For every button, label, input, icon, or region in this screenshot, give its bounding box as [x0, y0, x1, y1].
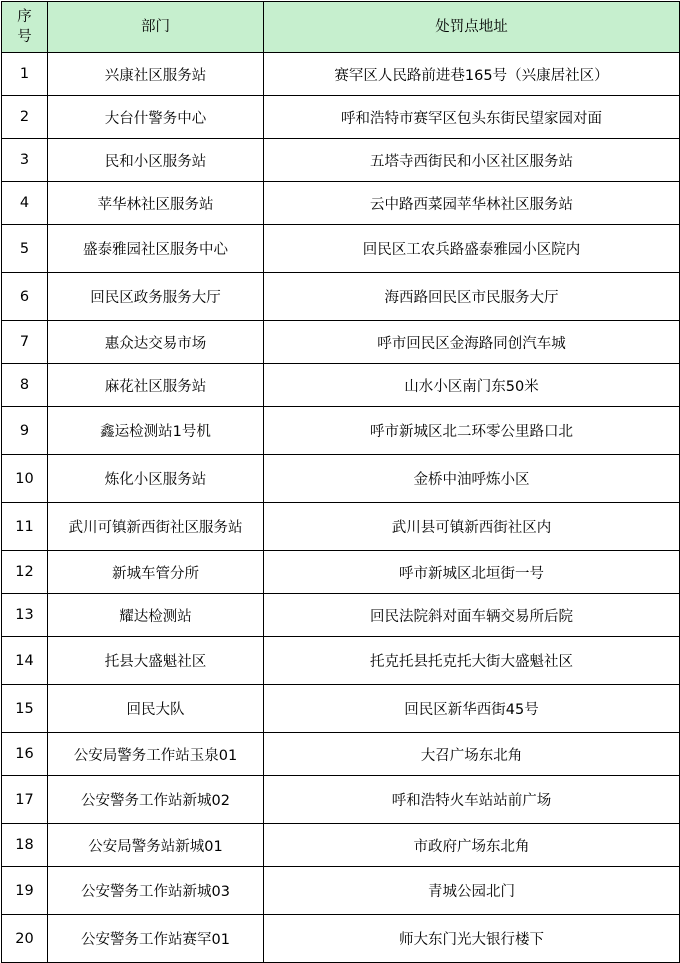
cell-address[interactable]: 海西路回民区市民服务大厅	[264, 273, 680, 321]
table-row	[2, 407, 680, 455]
cell-department[interactable]: 鑫运检测站1号机	[48, 407, 264, 455]
table-row	[2, 733, 680, 776]
cell-department[interactable]: 苹华林社区服务站	[48, 182, 264, 225]
cell-number[interactable]: 6	[2, 273, 48, 321]
cell-address[interactable]: 青城公园北门	[264, 867, 680, 915]
table-row	[2, 96, 680, 139]
cell-address[interactable]: 武川县可镇新西街社区内	[264, 503, 680, 551]
table-row	[2, 551, 680, 594]
cell-number[interactable]: 13	[2, 594, 48, 637]
cell-address[interactable]: 赛罕区人民路前进巷165号（兴康居社区）	[264, 53, 680, 96]
penalty-locations-table	[1, 1, 680, 963]
table-row	[2, 321, 680, 364]
cell-department[interactable]: 公安警务工作站新城02	[48, 776, 264, 824]
table-row	[2, 53, 680, 96]
cell-number[interactable]: 12	[2, 551, 48, 594]
table-row	[2, 685, 680, 733]
cell-department[interactable]: 新城车管分所	[48, 551, 264, 594]
cell-department[interactable]: 耀达检测站	[48, 594, 264, 637]
cell-department[interactable]: 盛泰雅园社区服务中心	[48, 225, 264, 273]
cell-department[interactable]: 大台什警务中心	[48, 96, 264, 139]
cell-department[interactable]: 麻花社区服务站	[48, 364, 264, 407]
cell-address[interactable]: 金桥中油呼炼小区	[264, 455, 680, 503]
cell-address[interactable]: 大召广场东北角	[264, 733, 680, 776]
cell-address[interactable]: 五塔寺西街民和小区社区服务站	[264, 139, 680, 182]
cell-department[interactable]: 回民大队	[48, 685, 264, 733]
cell-number[interactable]: 17	[2, 776, 48, 824]
cell-number[interactable]: 19	[2, 867, 48, 915]
table-row	[2, 915, 680, 963]
cell-address[interactable]: 回民法院斜对面车辆交易所后院	[264, 594, 680, 637]
cell-department[interactable]: 武川可镇新西街社区服务站	[48, 503, 264, 551]
cell-number[interactable]: 15	[2, 685, 48, 733]
table-row	[2, 776, 680, 824]
cell-number[interactable]: 4	[2, 182, 48, 225]
cell-department[interactable]: 公安警务工作站赛罕01	[48, 915, 264, 963]
cell-number[interactable]: 2	[2, 96, 48, 139]
header-addr[interactable]: 处罚点地址	[264, 2, 680, 53]
cell-address[interactable]: 回民区工农兵路盛泰雅园小区院内	[264, 225, 680, 273]
cell-number[interactable]: 3	[2, 139, 48, 182]
table-row	[2, 824, 680, 867]
table-row	[2, 182, 680, 225]
cell-number[interactable]: 11	[2, 503, 48, 551]
cell-address[interactable]: 回民区新华西街45号	[264, 685, 680, 733]
table-body	[2, 53, 680, 963]
cell-department[interactable]: 公安警务工作站新城03	[48, 867, 264, 915]
cell-number[interactable]: 5	[2, 225, 48, 273]
cell-number[interactable]: 18	[2, 824, 48, 867]
table-row	[2, 503, 680, 551]
table-row	[2, 273, 680, 321]
table-row	[2, 867, 680, 915]
cell-number[interactable]: 1	[2, 53, 48, 96]
table-row	[2, 594, 680, 637]
header-seq-label: 序号	[17, 9, 32, 45]
cell-address[interactable]: 云中路西菜园苹华林社区服务站	[264, 182, 680, 225]
cell-number[interactable]: 16	[2, 733, 48, 776]
header-dept[interactable]: 部门	[48, 2, 264, 53]
table-header-row	[2, 2, 680, 53]
cell-number[interactable]: 9	[2, 407, 48, 455]
cell-address[interactable]: 呼和浩特火车站站前广场	[264, 776, 680, 824]
header-seq[interactable]	[2, 2, 48, 53]
table-row	[2, 637, 680, 685]
cell-address[interactable]: 山水小区南门东50米	[264, 364, 680, 407]
cell-address[interactable]: 呼和浩特市赛罕区包头东街民望家园对面	[264, 96, 680, 139]
table-row	[2, 139, 680, 182]
cell-number[interactable]: 10	[2, 455, 48, 503]
cell-address[interactable]: 师大东门光大银行楼下	[264, 915, 680, 963]
table-row	[2, 225, 680, 273]
cell-number[interactable]: 7	[2, 321, 48, 364]
cell-number[interactable]: 14	[2, 637, 48, 685]
cell-department[interactable]: 兴康社区服务站	[48, 53, 264, 96]
cell-address[interactable]: 市政府广场东北角	[264, 824, 680, 867]
cell-department[interactable]: 民和小区服务站	[48, 139, 264, 182]
cell-address[interactable]: 呼市新城区北二环零公里路口北	[264, 407, 680, 455]
table-row	[2, 455, 680, 503]
cell-address[interactable]: 呼市新城区北垣街一号	[264, 551, 680, 594]
cell-address[interactable]: 呼市回民区金海路同创汽车城	[264, 321, 680, 364]
cell-department[interactable]: 炼化小区服务站	[48, 455, 264, 503]
cell-department[interactable]: 惠众达交易市场	[48, 321, 264, 364]
cell-department[interactable]: 回民区政务服务大厅	[48, 273, 264, 321]
cell-number[interactable]: 20	[2, 915, 48, 963]
cell-department[interactable]: 托县大盛魁社区	[48, 637, 264, 685]
table-row	[2, 364, 680, 407]
cell-address[interactable]: 托克托县托克托大街大盛魁社区	[264, 637, 680, 685]
cell-department[interactable]: 公安局警务工作站玉泉01	[48, 733, 264, 776]
cell-number[interactable]: 8	[2, 364, 48, 407]
cell-department[interactable]: 公安局警务站新城01	[48, 824, 264, 867]
